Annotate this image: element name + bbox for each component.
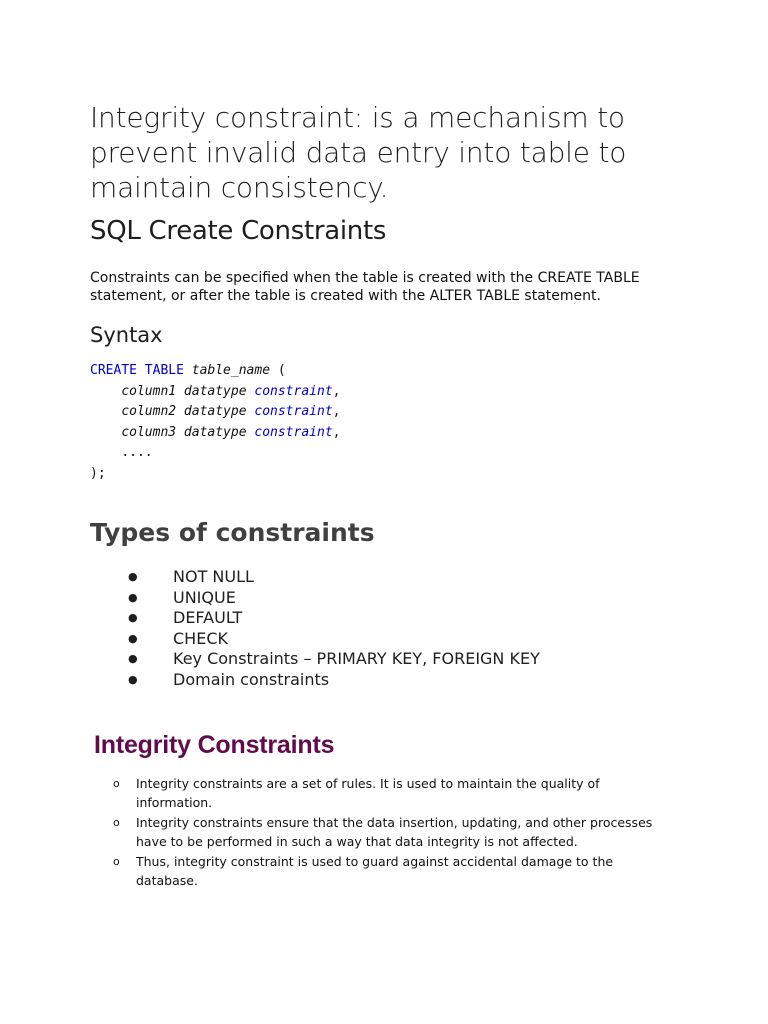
- code-sep-3: ,: [332, 424, 341, 440]
- code-keyword: CREATE TABLE: [90, 363, 184, 378]
- bullet-icon: ●: [128, 570, 138, 583]
- code-column-1: column1 datatype: [121, 383, 247, 399]
- code-sep-1: ,: [332, 383, 341, 399]
- intro-text: Integrity constraint: is a mechanism to prevent invalid data entry into table to maintain consistency.: [90, 101, 627, 204]
- circle-bullet-icon: o: [113, 777, 120, 790]
- list-item: [90, 629, 540, 650]
- code-column-2: column2 datatype: [121, 404, 247, 419]
- code-column-3: column3 datatype: [121, 424, 247, 440]
- list-item-label: CHECK: [173, 628, 228, 648]
- list-item-text: Thus, integrity constraint is used to guard against accidental damage to the database.: [136, 854, 614, 888]
- bullet-icon: ●: [128, 611, 138, 624]
- constraints-description: Constraints can be specified when the table is created with the CREATE TABLE statement, or after the table is created with the ALTER TABLE statement.: [90, 270, 640, 304]
- bullet-icon: ●: [128, 590, 138, 604]
- code-constraint-1: constraint: [254, 383, 333, 399]
- bullet-icon: ●: [128, 631, 138, 645]
- list-item: [90, 814, 670, 851]
- list-item-text: Integrity constraints ensure that the data insertion, updating, and other processes have to be performed in such a way that data integrity is not affected.: [136, 815, 653, 849]
- code-sep-2: ,: [332, 404, 341, 419]
- list-item-text: Integrity constraints are a set of rules. It is used to maintain the quality of information.: [136, 776, 600, 810]
- list-item: [90, 649, 540, 670]
- list-item-label: DEFAULT: [173, 608, 243, 627]
- list-item-label: Domain constraints: [173, 669, 330, 689]
- integrity-constraints-heading: Integrity Constraints: [94, 731, 335, 759]
- list-item-label: UNIQUE: [173, 587, 236, 607]
- types-of-constraints-heading: Types of constraints: [90, 518, 375, 547]
- bullet-icon: ●: [128, 652, 138, 665]
- list-item: [90, 853, 670, 890]
- bullet-icon: ●: [128, 672, 138, 686]
- list-item: [90, 608, 540, 629]
- sql-create-constraints-heading: SQL Create Constraints: [90, 216, 387, 246]
- code-ellipsis: ....: [121, 445, 153, 460]
- list-item-label: NOT NULL: [173, 567, 254, 586]
- syntax-code-block: [90, 361, 340, 484]
- list-item: [90, 588, 540, 609]
- integrity-list: [90, 775, 670, 892]
- code-close: );: [90, 465, 106, 481]
- circle-bullet-icon: o: [113, 855, 120, 868]
- syntax-heading: Syntax: [90, 323, 163, 347]
- code-table-name: table_name: [191, 363, 271, 378]
- list-item-label: Key Constraints – PRIMARY KEY, FOREIGN KEY: [173, 649, 540, 668]
- list-item: [90, 567, 540, 588]
- code-constraint-2: constraint: [254, 404, 333, 419]
- code-open-paren: (: [270, 363, 286, 378]
- circle-bullet-icon: o: [113, 816, 120, 829]
- types-list: [90, 567, 540, 690]
- list-item: [90, 670, 540, 691]
- code-constraint-3: constraint: [254, 424, 333, 440]
- list-item: [90, 775, 670, 812]
